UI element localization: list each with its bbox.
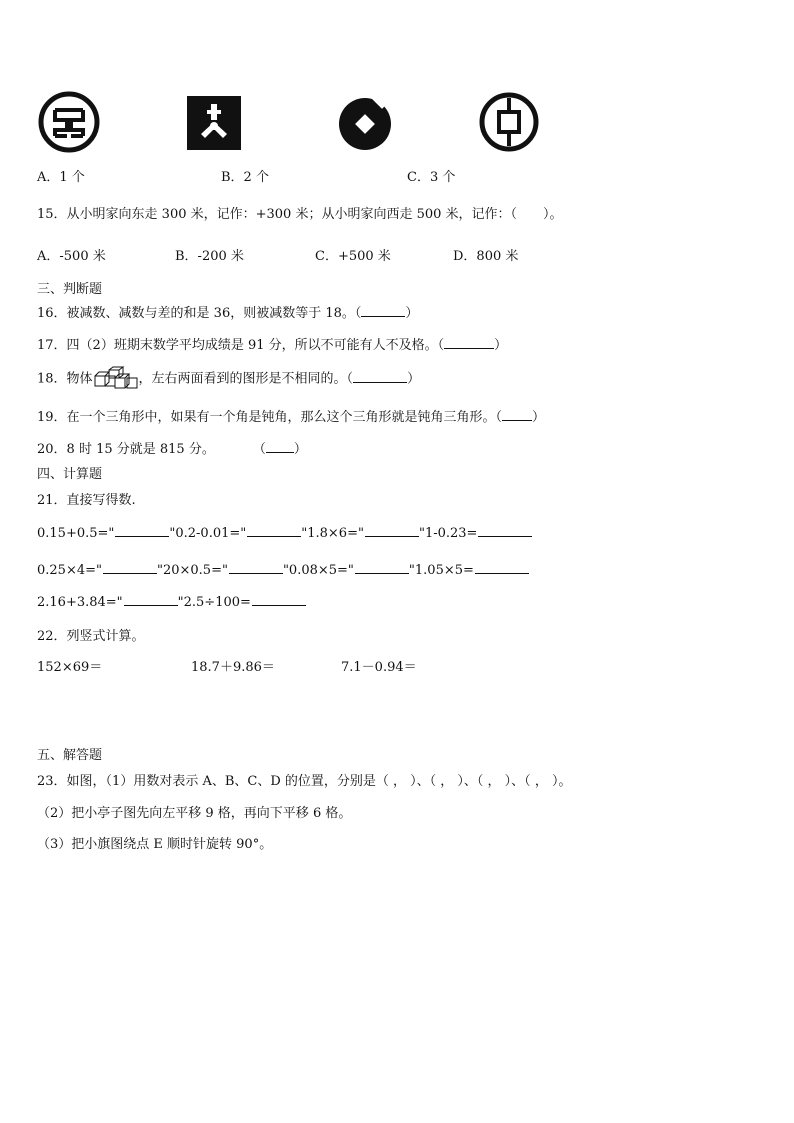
q15-option-c: C．+500 米 [315,249,391,264]
q17-text: 17．四（2）班期末数学平均成绩是 91 分，所以不可能有人不及格。（ [37,338,445,353]
round-coin-logo-icon [335,90,399,154]
q20-text: 20．8 时 15 分就是 815 分。 [37,442,215,457]
q21-title: 21．直接写得数. [37,493,136,508]
q21-row-2 [37,563,529,578]
q20-open: （ [252,442,266,457]
answer-blank[interactable] [124,605,178,606]
q14-option-a: A．1 个 [37,170,85,185]
q21-r2-expr-3: "0.08×5=" [282,563,354,578]
q18-answer-blank[interactable] [353,381,407,383]
q16-question [37,302,418,321]
q17-question [37,334,507,353]
q20-answer-blank[interactable] [266,451,294,453]
q21-r2-expr-2: "20×0.5=" [156,563,228,578]
answer-blank[interactable] [478,536,532,537]
section3-title: 三、判断题 [37,282,103,297]
q19-close: ） [532,410,546,425]
q21-r2-expr-1: 0.25×4=" [37,563,102,578]
q22-item-3: 7.1－0.94＝ [341,660,417,675]
q17-close: ） [494,338,508,353]
q23-part-2: （2）把小亭子图先向左平移 9 格，再向下平移 6 格。 [37,806,352,821]
answer-blank[interactable] [365,536,419,537]
q18-question [37,366,420,392]
section4-title: 四、计算题 [37,467,103,482]
q14-option-b: B．2 个 [221,170,269,185]
answer-blank[interactable] [229,573,283,574]
q14-option-c: C．3 个 [407,170,456,185]
q15-question: 15．从小明家向东走 300 米，记作：+300 米；从小明家向西走 500 米，记作：（ ）。 [37,207,563,222]
q21-row-1 [37,526,532,541]
answer-blank[interactable] [103,573,157,574]
square-bank-logo-icon [187,96,241,150]
answer-blank[interactable] [247,536,301,537]
q20-question [37,438,307,457]
q22-title: 22．列竖式计算。 [37,629,145,644]
q18-text-post: ，左右两面看到的图形是不相同的。（ [138,371,354,387]
q23-part-1: 23．如图，（1）用数对表示 A、B、C、D 的位置，分别是（ ， ）、（ ， ）、（ ， ）、（ ， ）。 [37,774,572,789]
q19-answer-blank[interactable] [502,419,532,421]
q21-row-3 [37,595,306,610]
q15-option-d: D．800 米 [453,249,519,264]
q18-close: ） [407,371,421,387]
q22-item-1: 152×69＝ [37,660,103,675]
q20-close: ） [293,442,307,457]
q22-item-2: 18.7＋9.86＝ [191,660,275,675]
q17-answer-blank[interactable] [444,347,494,349]
section5-title: 五、解答题 [37,748,103,763]
answer-blank[interactable] [252,605,306,606]
q21-r1-expr-3: "1.8×6=" [301,526,364,541]
q21-r1-expr-4: "1-0.23= [418,526,478,541]
answer-blank[interactable] [355,573,409,574]
q19-text: 19．在一个三角形中，如果有一个角是钝角，那么这个三角形就是钝角三角形。（ [37,410,503,425]
q21-r1-expr-2: "0.2-0.01=" [169,526,247,541]
q19-question [37,406,545,425]
circle-bank-logo-icon [37,90,101,154]
cubes-figure-icon [93,366,139,392]
q16-answer-blank[interactable] [361,315,405,317]
q23-part-3: （3）把小旗图绕点 E 顺时针旋转 90°。 [37,837,273,852]
q16-text: 16．被减数、减数与差的和是 36，则被减数等于 18。（ [37,306,362,321]
answer-blank[interactable] [115,536,169,537]
q16-close: ） [405,306,419,321]
q21-r3-expr-2: "2.5÷100= [177,595,251,610]
answer-blank[interactable] [475,573,529,574]
q21-r2-expr-4: "1.05×5= [408,563,474,578]
q18-text-pre: 18．物体 [37,371,93,387]
circle-coin-logo-icon [477,90,541,154]
q15-option-a: A．-500 米 [37,249,106,264]
q15-option-b: B．-200 米 [175,249,244,264]
q21-r1-expr-1: 0.15+0.5=" [37,526,115,541]
q21-r3-expr-1: 2.16+3.84=" [37,595,123,610]
